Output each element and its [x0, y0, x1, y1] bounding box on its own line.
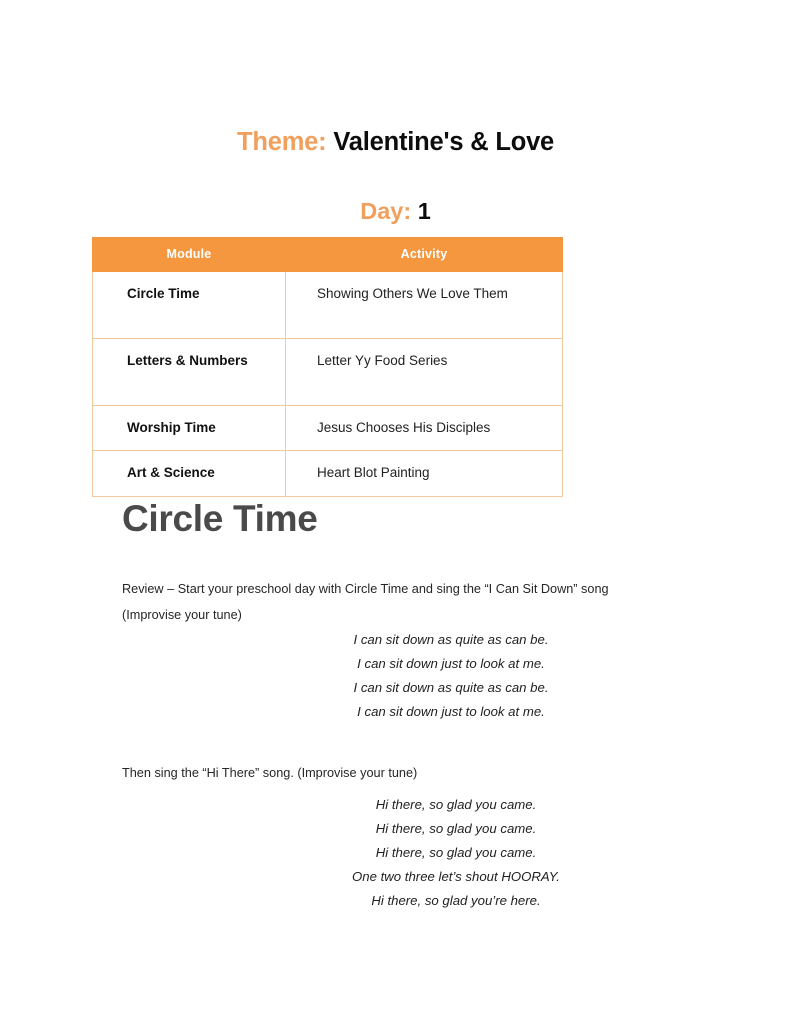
column-header-activity: Activity	[286, 238, 563, 272]
schedule-table	[92, 237, 563, 497]
cell-module: Art & Science	[93, 451, 286, 496]
day-value: 1	[417, 198, 431, 224]
then-sing-paragraph: Then sing the “Hi There” song. (Improvise your tune)	[122, 766, 418, 780]
lyric-line: I can sit down just to look at me.	[357, 656, 545, 672]
table-row	[93, 406, 563, 451]
column-header-module: Module	[93, 238, 286, 272]
cell-module: Worship Time	[93, 406, 286, 451]
day-label: Day:	[360, 198, 412, 224]
song-one-lyrics	[271, 628, 631, 724]
lyric-line: I can sit down as quite as can be.	[353, 632, 549, 647]
song-two-lyrics	[271, 793, 641, 913]
cell-activity: Jesus Chooses His Disciples	[286, 406, 563, 451]
theme-value: Valentine's & Love	[333, 128, 555, 156]
theme-label: Theme:	[236, 128, 327, 156]
lyric-line: One two three let’s shout HOORAY.	[352, 869, 560, 885]
table-row	[93, 339, 563, 406]
lyric-line: Hi there, so glad you’re here.	[371, 893, 541, 909]
lyric-line: Hi there, so glad you came.	[375, 821, 537, 837]
table-row	[93, 272, 563, 339]
table-header-row	[93, 238, 563, 272]
cell-activity: Heart Blot Painting	[286, 451, 563, 496]
cell-activity: Showing Others We Love Them	[286, 272, 563, 339]
theme-heading	[0, 127, 791, 158]
cell-module: Circle Time	[93, 272, 286, 339]
cell-module: Letters & Numbers	[93, 339, 286, 406]
review-paragraph: Review – Start your preschool day with Circle Time and sing the “I Can Sit Down” song (Improvise your tune)	[122, 582, 609, 623]
table-row	[93, 451, 563, 496]
cell-activity: Letter Yy Food Series	[286, 339, 563, 406]
lyric-line: I can sit down just to look at me.	[357, 704, 545, 720]
day-heading	[0, 197, 791, 225]
lyric-line: Hi there, so glad you came.	[375, 797, 537, 812]
section-heading-circle-time: Circle Time	[122, 498, 318, 539]
lyric-line: Hi there, so glad you came.	[375, 845, 537, 861]
lyric-line: I can sit down as quite as can be.	[353, 680, 549, 696]
